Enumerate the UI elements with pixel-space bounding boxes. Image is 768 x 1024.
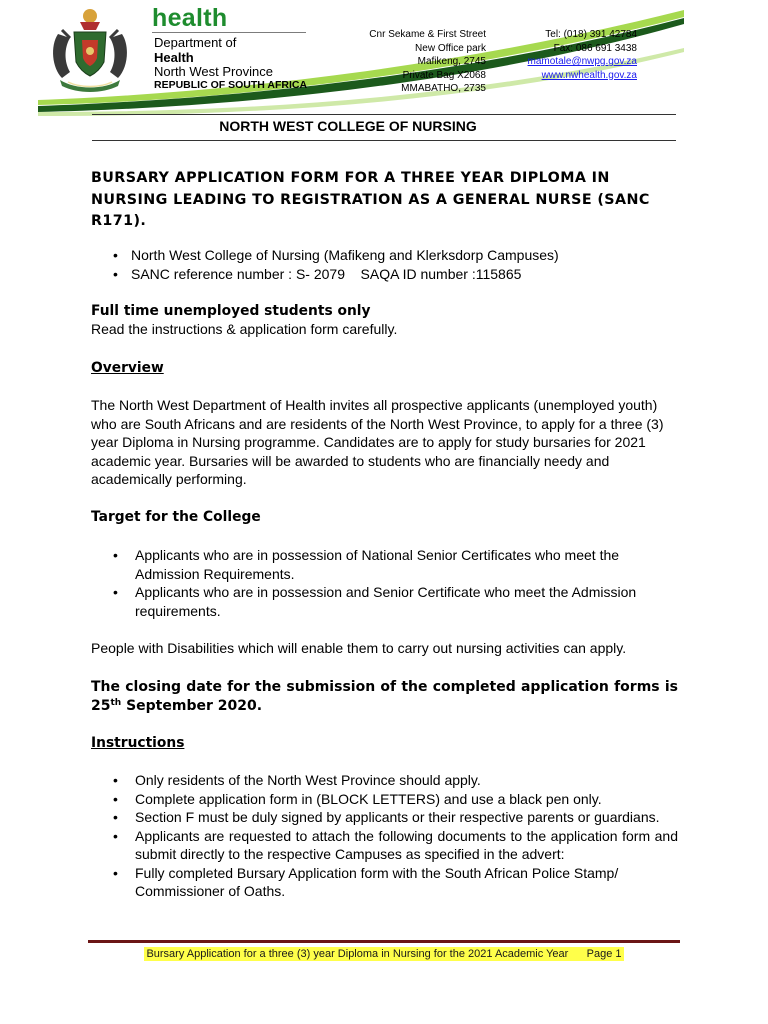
list-item: • Applicants who are in possession of National Senior Certificates who meet the Admission Requirements. — [91, 546, 681, 583]
address-line-1: Cnr Sekame & First Street — [369, 29, 486, 40]
info-bullet-list — [91, 246, 691, 283]
target-bullet-list — [91, 546, 681, 620]
college-name: NORTH WEST COLLEGE OF NURSING — [219, 118, 477, 134]
list-item: • Applicants are requested to attach the following documents to the application form and submit directly to the respective Campuses as specified in the advert: — [91, 827, 678, 864]
overview-paragraph: The North West Department of Health invites all prospective applicants (unemployed youth) who are South Africans and are residents of the North West Province, to apply for a three (3) year Diploma in Nursing programme. Candidates are to apply for study bursaries for 2021 academic year. Bursaries will be awarded to students who are financially needy and academically performing. — [91, 397, 664, 487]
closing-date-notice — [91, 678, 678, 716]
instructions-bullet-list — [91, 771, 678, 901]
email-link[interactable]: mamotale@nwpg.gov.za — [527, 56, 637, 67]
list-item: • Section F must be duly signed by applicants or their respective parents or guardians. — [91, 808, 678, 827]
list-item: • SANC reference number : S- 2079 SAQA ID number :115865 — [91, 265, 691, 284]
brand-divider — [152, 32, 306, 33]
list-item: • Fully completed Bursary Application form with the South African Police Stamp/ Commissioner of Oaths. — [91, 864, 678, 901]
dept-line-2: Health — [154, 50, 194, 65]
fulltime-text: Read the instructions & application form carefully. — [91, 321, 398, 337]
website-link[interactable]: www.nwhealth.gov.za — [541, 69, 637, 81]
ordinal-suffix: th — [110, 698, 122, 708]
target-heading: Target for the College — [91, 509, 261, 525]
footer-rule — [88, 940, 680, 943]
list-item: • Only residents of the North West Province should apply. — [91, 771, 678, 790]
page-footer — [0, 947, 768, 961]
closing-date: September 2020. — [121, 698, 263, 714]
instructions-heading: Instructions — [91, 735, 185, 751]
college-bottom-rule — [92, 140, 676, 141]
brand-name: health — [152, 4, 228, 32]
address-line-2: New Office park — [415, 42, 486, 54]
closing-text: The closing date for the submission of the completed application forms is 25 — [91, 679, 678, 714]
dept-line-1: Department of — [154, 35, 237, 50]
college-top-rule — [92, 114, 676, 115]
fulltime-heading: Full time unemployed students only — [91, 303, 371, 319]
address-line-5: MMABATHO, 2735 — [401, 83, 486, 94]
address-line-4: Private Bag X2068 — [402, 69, 486, 81]
page-number: Page 1 — [586, 948, 622, 960]
list-item: • North West College of Nursing (Mafikeng and Klerksdorp Campuses) — [91, 246, 691, 265]
dept-line-3: North West Province — [154, 64, 273, 79]
coat-of-arms-logo — [40, 6, 140, 94]
list-item: • Applicants who are in possession and Senior Certificate who meet the Admission requirements. — [91, 583, 681, 620]
list-item: • Complete application form in (BLOCK LETTERS) and use a black pen only. — [91, 790, 678, 809]
disabilities-text: People with Disabilities which will enable them to carry out nursing activities can apply. — [91, 640, 627, 656]
address-line-3: Mafikeng, 2745 — [417, 56, 486, 67]
fax-number: Fax: 086 691 3438 — [553, 42, 637, 54]
form-title: BURSARY APPLICATION FORM FOR A THREE YEAR DIPLOMA IN NURSING LEADING TO REGISTRATION AS A GENERAL NURSE (SANC R171). — [91, 170, 650, 229]
overview-heading: Overview — [91, 360, 164, 376]
dept-line-4: REPUBLIC OF SOUTH AFRICA — [154, 79, 308, 91]
footer-text: Bursary Application for a three (3) year Diploma in Nursing for the 2021 Academic Year — [146, 948, 569, 960]
tel-number: Tel: (018) 391 42784 — [545, 29, 637, 40]
